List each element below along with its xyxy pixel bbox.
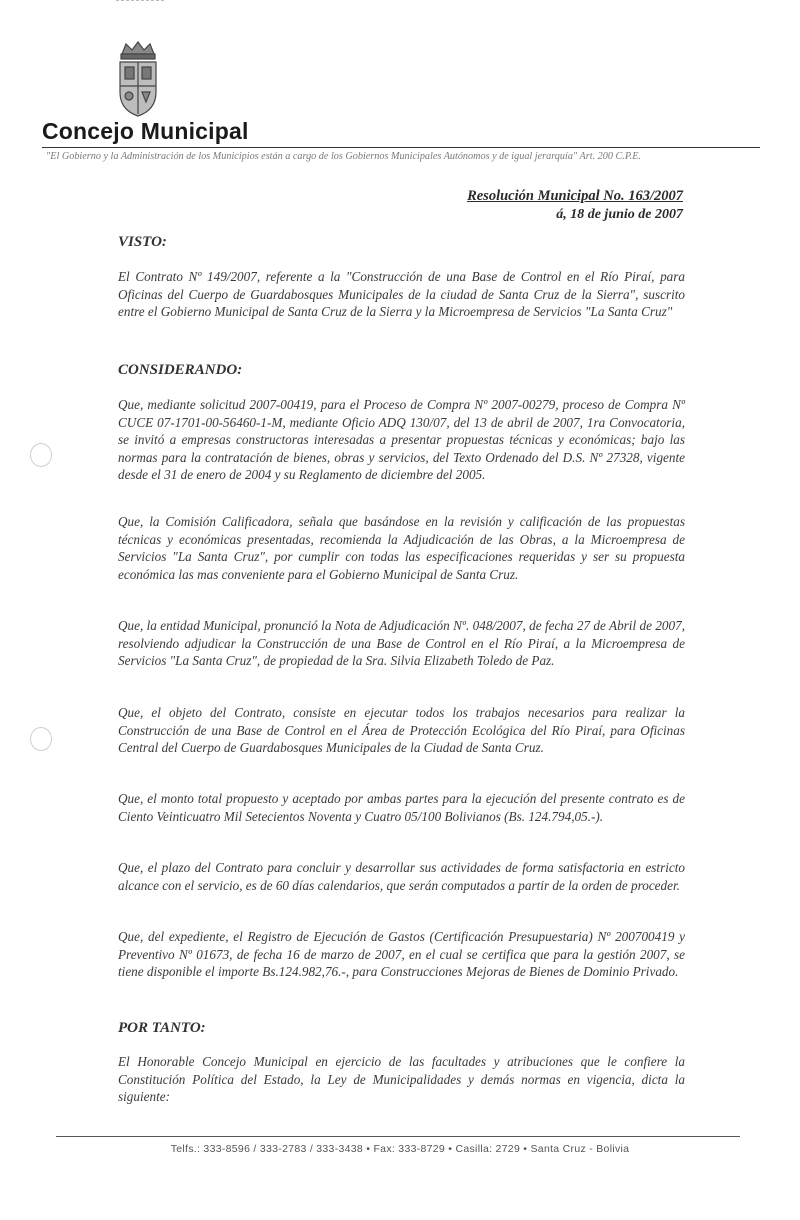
visto-paragraph: El Contrato Nº 149/2007, referente a la "Construcción de una Base de Control en el Río Piraí, para Oficinas del Cuerpo de Guardabosques Municipales de la ciudad de Santa Cruz de la Sierra", suscrito entre el Gobierno Municipal de Santa Cruz de la Sierra y la Microempresa de Servicios "La Santa Cruz" [118, 269, 685, 320]
footer-rule [56, 1136, 740, 1137]
considerando-paragraph: Que, mediante solicitud 2007-00419, para el Proceso de Compra Nº 2007-00279, proceso de Compra Nº CUCE 07-1701-00-56460-1-M, mediante Oficio ADQ 130/07, del 13 de abril de 2007, 1ra Convocatoria, se invitó a empresas constructoras interesadas a presentar propuestas técnicas y económicas; bajo las normas para la contratación de bienes, obras y servicios, del Texto Ordenado del D.S. Nº 27328, vigente desde el 31 de enero de 2004 y su Reglamento de diciembre del 2005. [118, 397, 685, 483]
coat-of-arms-icon [112, 40, 164, 118]
por-tanto-heading: POR TANTO: [118, 1020, 206, 1036]
considerando-paragraph: Que, el plazo del Contrato para concluir y desarrollar sus actividades de forma satisfactoria en estricto alcance con el servicio, es de 60 días calendarios, que serán computados a partir de la orden de proceder. [118, 860, 685, 893]
organization-name: Concejo Municipal [42, 118, 249, 144]
considerando-heading: CONSIDERANDO: [118, 362, 243, 378]
considerando-paragraph: Que, la entidad Municipal, pronunció la Nota de Adjudicación Nº. 048/2007, de fecha 27 de Abril de 2007, resolviendo adjudicar la Construcción de una Base de Control en el Río Piraí, a la Microempresa de Servicios "La Santa Cruz", de propiedad de la Sra. Silvia Elizabeth Toledo de Paz. [118, 618, 685, 669]
motto: "El Gobierno y la Administración de los Municipios están a cargo de los Gobiernos Municipales Autónomos y de igual jerarquía" Art. 200 C.P.E. [46, 151, 642, 162]
scan-mark [116, 0, 164, 5]
punch-hole-mark [30, 727, 52, 751]
por-tanto-paragraph: El Honorable Concejo Municipal en ejercicio de las facultades y atribuciones que le confiere la Constitución Política del Estado, la Ley de Municipalidades y demás normas en vigencia, dicta la siguiente: [118, 1054, 685, 1105]
punch-hole-mark [30, 443, 52, 467]
considerando-paragraph: Que, el monto total propuesto y aceptado por ambas partes para la ejecución del presente contrato es de Ciento Veinticuatro Mil Setecientos Noventa y Cuatro 05/100 Bolivianos (Bs. 124.794,05.-). [118, 791, 685, 824]
considerando-paragraph: Que, el objeto del Contrato, consiste en ejecutar todos los trabajos necesarios para realizar la Construcción de una Base de Control en el Área de Protección Ecológica del Río Piraí, para Oficinas Central del Cuerpo de Guardabosques Municipales de la Ciudad de Santa Cruz. [118, 705, 685, 756]
footer-contact: Telfs.: 333-8596 / 333-2783 / 333-3438 • Fax: 333-8729 • Casilla: 2729 • Santa Cruz - Bolivia [170, 1143, 630, 1155]
visto-heading: VISTO: [118, 234, 167, 250]
considerando-paragraph: Que, la Comisión Calificadora, señala que basándose en la revisión y calificación de las propuestas técnicas y económicas presentadas, recomienda la Adjudicación de las Obras, a la Microempresa de Servicios "La Santa Cruz", por cumplir con todas las especificaciones requeridas y ser su propuesta económica las mas conveniente para el Gobierno Municipal de Santa Cruz. [118, 514, 685, 582]
resolution-date: á, 18 de junio de 2007 [556, 207, 683, 222]
header-rule [42, 147, 760, 148]
resolution-title: Resolución Municipal No. 163/2007 [467, 188, 683, 204]
considerando-paragraph: Que, del expediente, el Registro de Ejecución de Gastos (Certificación Presupuestaria) Nº 200700419 y Preventivo Nº 01673, de fecha 16 de marzo de 2007, en el cual se certifica que para la gestión 2007, se tiene disponible el importe Bs.124.982,76.-, para Construcciones Mejoras de Bienes de Dominio Privado. [118, 929, 685, 980]
